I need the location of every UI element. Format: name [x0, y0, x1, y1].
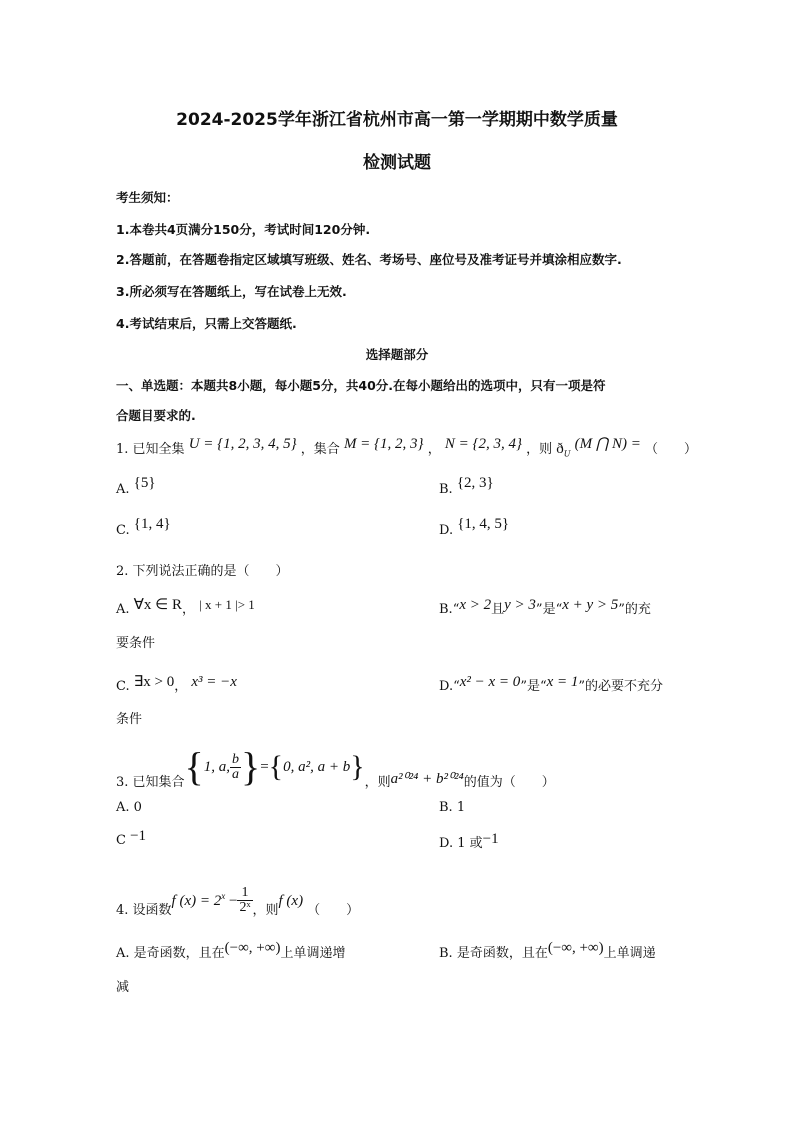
q4-option-b-tail: 上单调递	[603, 946, 656, 961]
question-2-stem: 2. 下列说法正确的是（ ）	[116, 564, 289, 579]
notice-heading: 考生须知：	[116, 190, 179, 205]
q1-option-c-label: C.	[116, 523, 130, 538]
part1-instructions-line2: 合题目要求的.	[116, 408, 196, 423]
q1-set-n: N = {2, 3, 4}	[444, 436, 522, 452]
q1-option-a	[116, 475, 156, 498]
q1-option-a-value: {5}	[133, 475, 156, 491]
q3-equals: =	[260, 759, 269, 775]
q4-option-a	[116, 942, 345, 962]
q2-option-c-sep: ，	[174, 679, 188, 694]
q3-set-left: 1, a,	[203, 759, 230, 775]
q4-fraction-denominator: 2ˣ	[239, 900, 251, 916]
q3-set-right: 0, a², a + b	[283, 759, 351, 775]
notice-item-3: 3.所必须写在答题纸上，写在试卷上无效.	[116, 284, 347, 299]
q3-fraction-numerator: b	[232, 751, 239, 767]
q3-right-brace-open: {	[268, 750, 284, 783]
q2-option-a-math: ∀x ∈ R	[133, 597, 183, 613]
notice-item-4: 4.考试结束后，只需上交答题纸.	[116, 316, 297, 331]
q1-option-a-label: A.	[116, 482, 130, 497]
q1-option-b-label: B.	[439, 482, 453, 497]
q1-option-d-label: D.	[439, 523, 454, 538]
exam-title-line2: 检测试题	[363, 153, 431, 173]
q1-option-c-value: {1, 4}	[133, 516, 171, 532]
q2-option-b	[439, 598, 651, 618]
q3-option-c	[116, 828, 147, 849]
notice-item-2: 2.答题前，在答题卷指定区域填写班级、姓名、考场号、座位号及准考证号并填涂相应数字.	[116, 252, 622, 267]
q1-answer-paren: （ ）	[644, 442, 697, 457]
q4-exponent: x	[221, 891, 226, 901]
notice-item-1: 1.本卷共4页满分150分，考试时间120分钟.	[116, 222, 371, 237]
q2-option-b-math1: x > 2	[459, 597, 492, 613]
q2-option-b-text2: ”是“	[535, 602, 563, 617]
q2-option-b-math3: x + y > 5	[562, 597, 619, 613]
q4-fraction	[237, 886, 252, 915]
q2-option-b-text3: ”的充	[618, 602, 651, 617]
q3-num: 3. 已知集合	[116, 774, 185, 790]
q4-minus: −	[225, 892, 238, 909]
q3-option-d	[439, 832, 499, 852]
q1-option-c	[116, 516, 171, 539]
q3-expression: a²⁰²⁴ + b²⁰²⁴	[390, 770, 464, 787]
q2-option-d-quote: “	[453, 679, 460, 694]
q4-function: f (x) = 2	[171, 892, 222, 909]
q3-right-brace-close: }	[350, 750, 365, 783]
q3-option-a: A. 0	[116, 800, 142, 815]
q1-text-1: ，集合	[300, 442, 340, 457]
q4-num: 4. 设函数	[116, 903, 172, 919]
q2-option-d-math2: x = 1	[546, 674, 579, 690]
q4-function-ref: f (x)	[278, 892, 304, 909]
q2-option-d-label: D.	[439, 679, 454, 694]
q1-option-d	[439, 516, 510, 539]
q3-fraction	[230, 753, 241, 782]
q2-option-b-math2: y > 3	[504, 597, 536, 613]
q4-option-a-tail: 上单调递增	[280, 946, 346, 961]
q4-answer-paren: （ ）	[307, 903, 360, 919]
q1-set-u: U = {1, 2, 3, 4, 5}	[188, 436, 297, 452]
q4-option-b-continued: 减	[116, 980, 130, 995]
q2-option-d-text2: ”的必要不充分	[578, 679, 664, 694]
question-4-stem	[116, 876, 360, 919]
q4-text-1: ，则	[252, 903, 279, 919]
q3-text-2: 的值为（ ）	[463, 774, 555, 790]
q2-option-b-label: B.	[439, 602, 453, 617]
q2-option-c	[116, 675, 237, 695]
q2-option-a-sep: ，	[182, 602, 196, 617]
q3-left-brace-close: }	[241, 744, 261, 789]
q2-option-c-math: ∃x > 0	[133, 674, 175, 690]
q2-option-d-math1: x² − x = 0	[459, 674, 521, 690]
q2-option-c-label: C.	[116, 679, 130, 694]
q2-option-d	[439, 675, 663, 695]
q1-option-b	[439, 475, 494, 498]
q2-option-a	[116, 598, 255, 618]
q3-option-d-label: D. 1 或	[439, 836, 483, 851]
part1-instructions-line1: 一、单选题：本题共8小题，每小题5分，共40分.在每小题给出的选项中，只有一项是符	[116, 378, 606, 393]
q3-text-1: ，则	[364, 774, 391, 790]
q3-option-c-value: −1	[130, 828, 147, 844]
q2-option-d-text1: ”是“	[520, 679, 547, 694]
q3-option-c-label: C	[116, 833, 126, 848]
q3-fraction-denominator: a	[232, 766, 239, 782]
q3-option-b: B. 1	[439, 800, 466, 815]
q2-option-b-text1: 且	[491, 602, 505, 617]
q1-set-m: M = {1, 2, 3}	[343, 436, 424, 452]
q4-option-a-label: A. 是奇函数，且在	[116, 946, 225, 961]
q4-fraction-numerator: 1	[237, 886, 252, 901]
question-3-stem	[116, 742, 555, 792]
q1-option-b-value: {2, 3}	[456, 475, 494, 491]
q2-option-b-quote: “	[452, 602, 460, 617]
q4-option-b	[439, 942, 656, 962]
q1-option-d-value: {1, 4, 5}	[457, 516, 510, 532]
q2-option-a-label: A.	[116, 602, 130, 617]
q4-option-b-interval: (−∞, +∞)	[547, 940, 604, 956]
q3-left-brace-open: {	[184, 744, 204, 789]
q2-option-b-continued: 要条件	[116, 636, 156, 651]
q1-text-2: ，	[427, 442, 441, 457]
q1-num: 1. 已知全集	[116, 442, 185, 457]
q3-option-d-value: −1	[482, 831, 499, 847]
section-title: 选择题部分	[365, 347, 429, 362]
q1-text-3: ，则	[526, 442, 553, 457]
exam-title-line1: 2024-2025学年浙江省杭州市高一第一学期期中数学质量	[176, 110, 618, 130]
q4-option-a-interval: (−∞, +∞)	[224, 940, 281, 956]
q2-option-d-continued: 条件	[116, 712, 143, 727]
q1-expression: (M ⋂ N) =	[574, 436, 641, 452]
q1-complement-symbol: ð	[556, 441, 564, 457]
q2-option-a-math2: | x + 1 |> 1	[199, 597, 255, 612]
q4-option-b-label: B. 是奇函数，且在	[439, 946, 548, 961]
q1-complement-sub: U	[563, 449, 571, 459]
question-1-stem	[116, 438, 697, 459]
q2-option-c-math2: x³ = −x	[191, 674, 237, 690]
